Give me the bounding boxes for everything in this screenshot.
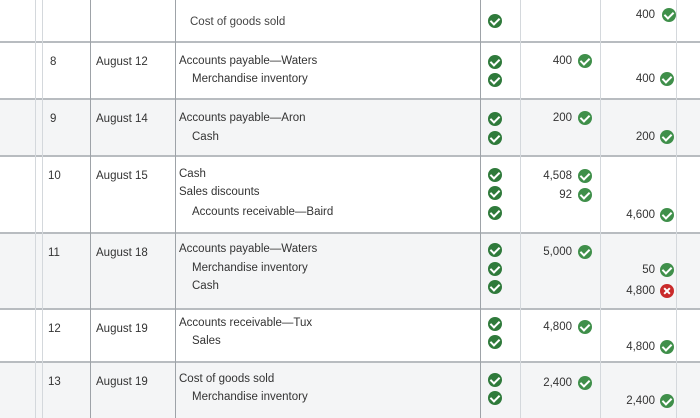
account-check-icon <box>488 73 502 87</box>
column-divider <box>90 0 91 418</box>
check-icon <box>660 208 674 222</box>
account-check-icon <box>488 391 502 405</box>
account-check-icon <box>488 317 502 331</box>
account-title-cell[interactable]: Accounts receivable—Tux <box>179 317 313 329</box>
account-check-icon <box>488 373 502 387</box>
transaction-date-cell[interactable]: August 18 <box>96 247 148 259</box>
transaction-date-cell[interactable]: August 19 <box>96 323 148 335</box>
account-title-cell[interactable]: Cash <box>192 131 219 143</box>
transaction-date-cell[interactable]: August 19 <box>96 376 148 388</box>
credit-cell[interactable]: 400 <box>635 73 655 85</box>
account-title-cell[interactable]: Sales <box>192 335 221 347</box>
account-title-cell[interactable]: Merchandise inventory <box>192 391 308 403</box>
debit-cell[interactable]: 5,000 <box>543 246 572 258</box>
debit-cell[interactable]: 200 <box>552 112 572 124</box>
credit-cell[interactable]: 4,600 <box>626 209 655 221</box>
check-icon <box>662 8 676 22</box>
check-icon <box>660 340 674 354</box>
transaction-number: 12 <box>48 323 61 335</box>
transaction-date-cell[interactable]: August 12 <box>96 56 148 68</box>
transaction-number: 11 <box>48 247 60 259</box>
account-check-icon <box>488 206 502 220</box>
transaction-date-cell[interactable]: August 15 <box>96 170 148 182</box>
column-divider <box>520 0 521 418</box>
check-icon <box>660 263 674 277</box>
account-check-icon <box>488 243 502 257</box>
credit-cell[interactable]: 2,400 <box>626 395 655 407</box>
account-title-cell[interactable]: Accounts payable—Waters <box>179 243 318 255</box>
account-check-icon <box>488 55 502 69</box>
check-icon <box>578 169 592 183</box>
column-divider <box>35 0 36 418</box>
account-check-icon <box>488 335 502 349</box>
row-divider <box>0 308 700 310</box>
column-divider <box>676 0 677 418</box>
cross-icon <box>660 284 674 298</box>
transaction-number: 8 <box>50 56 57 68</box>
account-check-icon <box>488 186 502 200</box>
check-icon <box>578 188 592 202</box>
row-band <box>0 362 700 418</box>
debit-cell[interactable]: 4,800 <box>543 321 572 333</box>
account-title-cell[interactable]: Merchandise inventory <box>192 262 308 274</box>
credit-cell[interactable]: 4,800 <box>626 341 655 353</box>
account-title-cell[interactable]: Merchandise inventory <box>192 73 308 85</box>
row-divider <box>0 361 700 363</box>
check-icon <box>578 111 592 125</box>
row-divider <box>0 155 700 157</box>
row-band <box>0 233 700 309</box>
credit-cell[interactable]: 200 <box>635 131 655 143</box>
account-title-cell[interactable]: Cash <box>179 168 206 180</box>
account-title-cell[interactable]: Cost of goods sold <box>190 16 286 28</box>
transaction-number: 10 <box>48 170 61 182</box>
transaction-number: 9 <box>50 113 57 125</box>
account-title-cell[interactable]: Accounts receivable—Baird <box>192 206 334 218</box>
check-icon <box>578 54 592 68</box>
transaction-number: 13 <box>48 376 61 388</box>
check-icon <box>578 320 592 334</box>
row-divider <box>0 98 700 100</box>
debit-check-icon <box>488 14 502 28</box>
debit-cell[interactable]: 400 <box>552 55 572 67</box>
debit-cell[interactable]: 92 <box>559 189 572 201</box>
credit-cell[interactable]: 4,800 <box>626 285 655 297</box>
account-title-cell[interactable]: Accounts payable—Waters <box>179 55 318 67</box>
check-icon <box>578 376 592 390</box>
row-band <box>0 99 700 156</box>
check-icon <box>660 72 674 86</box>
debit-cell[interactable]: 2,400 <box>543 377 572 389</box>
credit-cell[interactable]: 50 <box>642 264 655 276</box>
check-icon <box>660 394 674 408</box>
column-divider <box>480 0 481 418</box>
account-check-icon <box>488 131 502 145</box>
column-divider <box>175 0 176 418</box>
account-title-cell[interactable]: Cost of goods sold <box>179 373 275 385</box>
transaction-date-cell[interactable]: August 14 <box>96 113 148 125</box>
account-title-cell[interactable]: Sales discounts <box>179 186 260 198</box>
account-check-icon <box>488 280 502 294</box>
credit-cell[interactable]: 400 <box>635 9 655 21</box>
account-check-icon <box>488 112 502 126</box>
check-icon <box>660 130 674 144</box>
account-check-icon <box>488 168 502 182</box>
row-divider <box>0 41 700 43</box>
account-check-icon <box>488 262 502 276</box>
account-title-cell[interactable]: Accounts payable—Aron <box>179 112 306 124</box>
column-divider <box>600 0 601 418</box>
account-title-cell[interactable]: Cash <box>192 280 219 292</box>
debit-cell[interactable]: 4,508 <box>543 170 572 182</box>
column-divider <box>42 0 43 418</box>
row-divider <box>0 232 700 234</box>
check-icon <box>578 245 592 259</box>
